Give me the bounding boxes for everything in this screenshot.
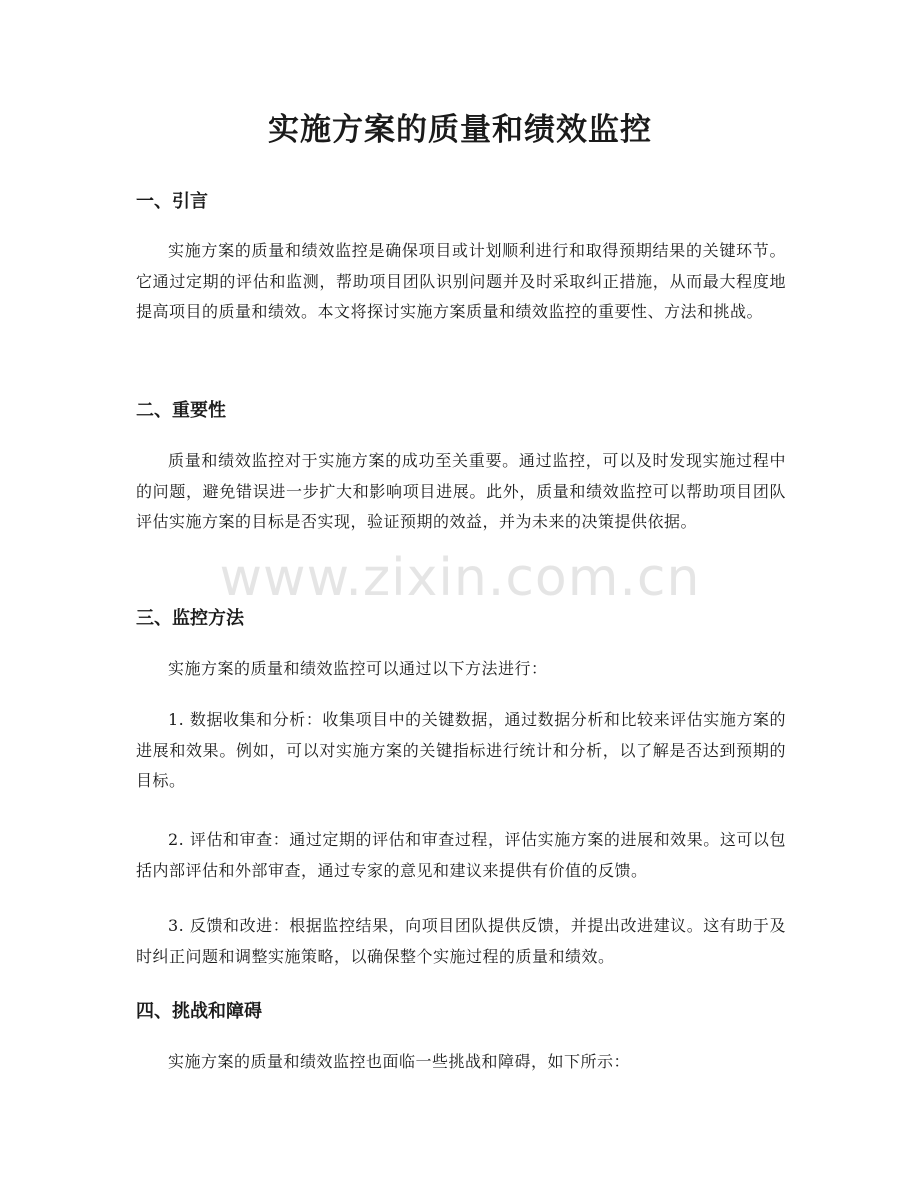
section-heading-challenges: 四、挑战和障碍 [136,1001,262,1022]
paragraph-method-1: 1. 数据收集和分析：收集项目中的关键数据，通过数据分析和比较来评估实施方案的进展和效果。例如，可以对实施方案的关键指标进行统计和分析，以了解是否达到预期的目标。 [136,710,786,790]
section-heading-importance: 二、重要性 [136,400,226,421]
paragraph-method-2: 2. 评估和审查：通过定期的评估和审查过程，评估实施方案的进展和效果。这可以包括内部评估和外部审查，通过专家的意见和建议来提供有价值的反馈。 [136,830,786,880]
paragraph-introduction: 实施方案的质量和绩效监控是确保项目或计划顺利进行和取得预期结果的关键环节。它通过定期的评估和监测，帮助项目团队识别问题并及时采取纠正措施，从而最大程度地提高项目的质量和绩效。本文将探讨实施方案质量和绩效监控的重要性、方法和挑战。 [136,241,786,321]
paragraph-importance: 质量和绩效监控对于实施方案的成功至关重要。通过监控，可以及时发现实施过程中的问题，避免错误进一步扩大和影响项目进展。此外，质量和绩效监控可以帮助项目团队评估实施方案的目标是否实现，验证预期的效益，并为未来的决策提供依据。 [136,451,786,531]
section-heading-introduction: 一、引言 [136,191,208,212]
paragraph-method-3: 3. 反馈和改进：根据监控结果，向项目团队提供反馈，并提出改进建议。这有助于及时纠正问题和调整实施策略，以确保整个实施过程的质量和绩效。 [136,916,786,966]
paragraph-methods-intro: 实施方案的质量和绩效监控可以通过以下方法进行： [168,659,548,678]
document-title: 实施方案的质量和绩效监控 [268,112,652,148]
watermark: www.zixin.com.cn [219,548,701,608]
paragraph-challenges-intro: 实施方案的质量和绩效监控也面临一些挑战和障碍，如下所示： [168,1052,631,1071]
section-heading-methods: 三、监控方法 [136,608,244,629]
